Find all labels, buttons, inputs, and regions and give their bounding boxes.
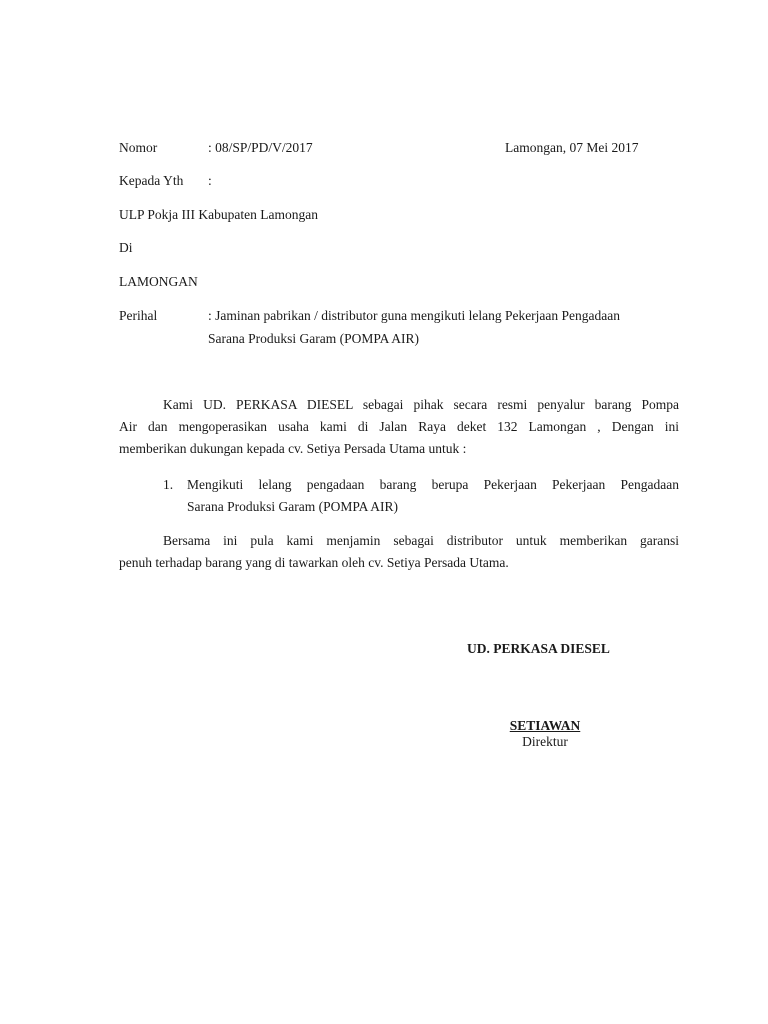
recipient: ULP Pokja III Kabupaten Lamongan [119,207,318,222]
paragraph-1-line-3: memberikan dukungan kepada cv. Setiya Persada Utama untuk : [119,441,467,456]
paragraph-1-line-1: Kami UD. PERKASA DIESEL sebagai pihak secara resmi penyalur barang Pompa [163,397,679,412]
paragraph-2-line-2: penuh terhadap barang yang di tawarkan oleh cv. Setiya Persada Utama. [119,555,509,570]
city: LAMONGAN [119,274,198,289]
paragraph-2 [119,533,679,571]
nomor-label: Nomor [119,140,158,155]
di-label: Di [119,240,133,255]
kepada-colon: : [208,173,212,188]
paragraph-2-line-1: Bersama ini pula kami menjamin sebagai distributor untuk memberikan garansi [163,533,679,548]
list-item-line-2: Sarana Produksi Garam (POMPA AIR) [187,499,398,514]
nomor-value: : 08/SP/PD/V/2017 [208,140,313,155]
kepada-label: Kepada Yth [119,173,184,188]
list-item-number: 1. [163,477,174,492]
signature-title: Direktur [522,734,568,749]
signature-name: SETIAWAN [509,718,581,733]
paragraph-1-line-2: Air dan mengoperasikan usaha kami di Jalan Raya deket 132 Lamongan , Dengan ini [119,419,679,434]
perihal-label: Perihal [119,308,158,323]
place-date: Lamongan, 07 Mei 2017 [505,140,639,155]
list-item [187,477,679,515]
paragraph-1 [119,397,679,457]
list-item-line-1: Mengikuti lelang pengadaan barang berupa Pekerjaan Pekerjaan Pengadaan [187,477,679,492]
signature-block [485,718,605,750]
signature-company: UD. PERKASA DIESEL [467,641,610,656]
perihal-line-1: : Jaminan pabrikan / distributor guna mengikuti lelang Pekerjaan Pengadaan [208,308,621,323]
perihal-line-2: Sarana Produksi Garam (POMPA AIR) [208,331,419,346]
